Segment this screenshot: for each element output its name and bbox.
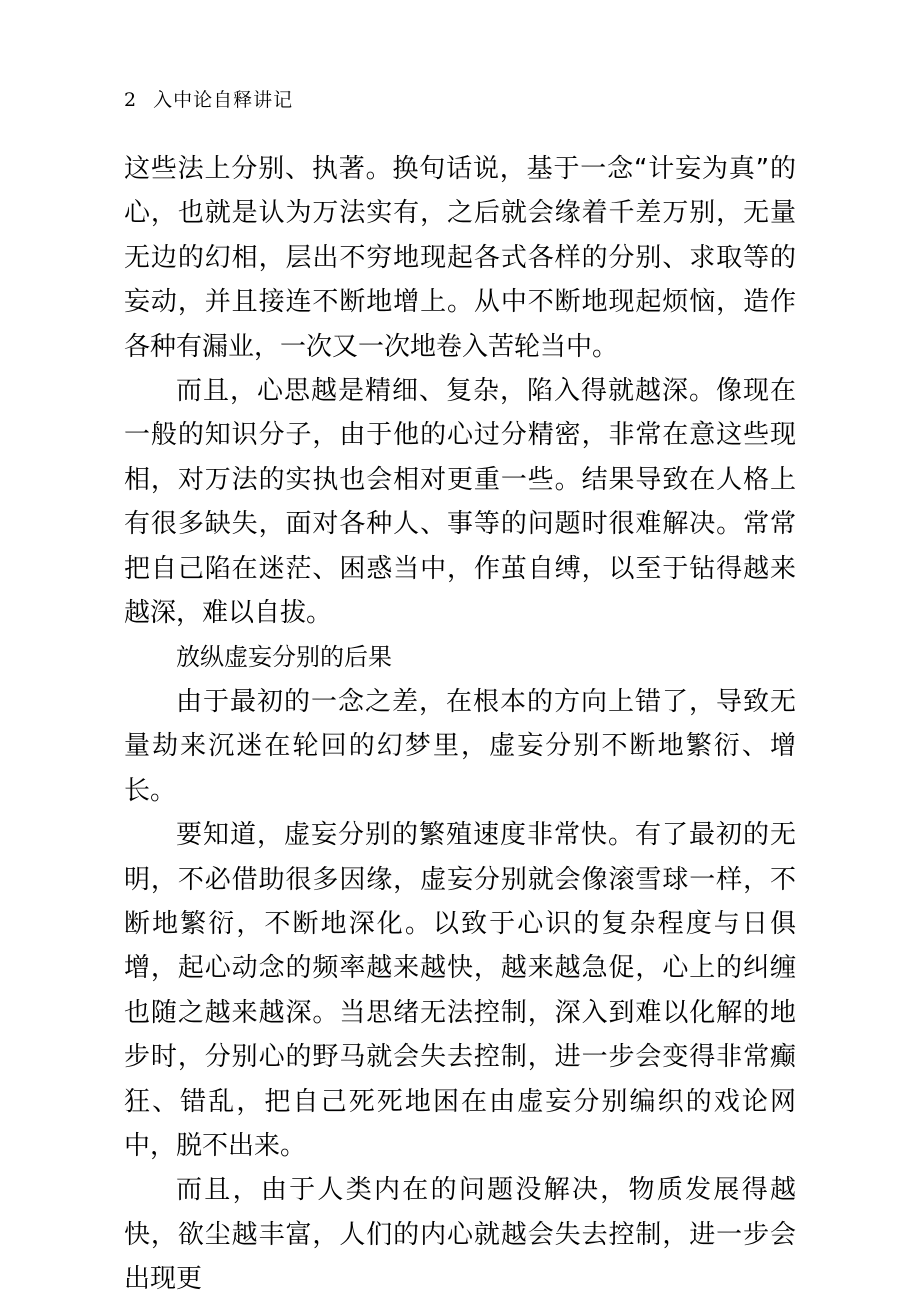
paragraph: 而且，由于人类内在的问题没解决，物质发展得越快，欲尘越丰富，人们的内心就越会失去控制，进一步会出现更 xyxy=(124,1175,796,1295)
paragraph: 而且，心思越是精细、复杂，陷入得就越深。像现在一般的知识分子，由于他的心过分精密，非常在意这些现相，对万法的实执也会相对更重一些。结果导致在人格上有很多缺失，面对各种人、事等的问题时很难解决。常常把自己陷在迷茫、困惑当中，作茧自缚，以至于钻得越来越深，难以自拔。 xyxy=(124,376,796,629)
body-text xyxy=(124,147,796,1302)
page-number: 2 xyxy=(124,89,138,111)
running-header xyxy=(124,88,293,112)
book-title: 入中论自释讲记 xyxy=(153,89,294,111)
paragraph-continued: 这些法上分别、执著。换句话说，基于一念“计妄为真”的心，也就是认为万法实有，之后就会缘着千差万别，无量无边的幻相，层出不穷地现起各式各样的分别、求取等的妄动，并且接连不断地增上。从中不断地现起烦恼，造作各种有漏业，一次又一次地卷入苦轮当中。 xyxy=(124,154,796,362)
paragraph: 由于最初的一念之差，在根本的方向上错了，导致无量劫来沉迷在轮回的幻梦里，虚妄分别不断地繁衍、增长。 xyxy=(124,686,796,806)
paragraph: 要知道，虚妄分别的繁殖速度非常快。有了最初的无明，不必借助很多因缘，虚妄分别就会像滚雪球一样，不断地繁衍，不断地深化。以致于心识的复杂程度与日俱增，起心动念的频率越来越快，越来越急促，心上的纠缠也随之越来越深。当思绪无法控制，深入到难以化解的地步时，分别心的野马就会失去控制，进一步会变得非常癫狂、错乱，把自己死死地困在由虚妄分别编织的戏论网中，脱不出来。 xyxy=(124,820,796,1161)
section-heading: 放纵虚妄分别的后果 xyxy=(176,643,392,672)
